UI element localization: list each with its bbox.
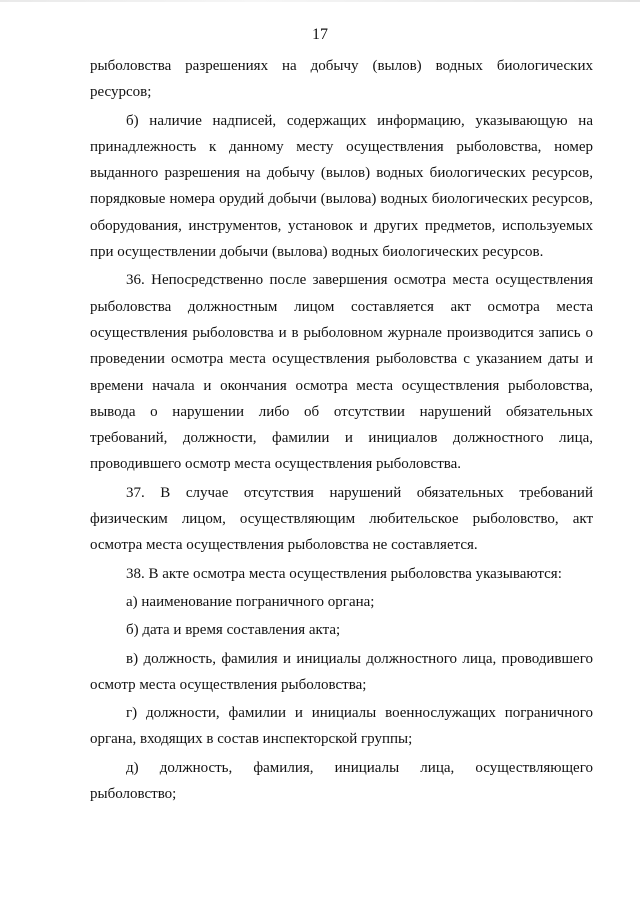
list-item-d: д) должность, фамилия, инициалы лица, осуществляющего рыболовство;: [90, 759, 593, 803]
page-number: 17: [312, 26, 328, 43]
paragraph-item-b: б) наличие надписей, содержащих информацию, указывающую на принадлежность к данному месту осуществления рыболовства, номер выданного разрешения на добычу (вылов) водных биологических ресурсов, порядковые номера орудий добычи (вылова) водных биологических ресурсов, оборудования, инструментов, установок и других предметов, используемых при осуществлении добычи (вылова) водных биологических ресурсов.: [90, 112, 593, 261]
list-item-b: б) дата и время составления акта;: [126, 622, 341, 639]
list-item-v: в) должность, фамилия и инициалы должностного лица, проводившего осмотр места осуществления рыболовства;: [90, 650, 593, 693]
list-item-g: г) должности, фамилии и инициалы военнослужащих пограничного органа, входящих в состав инспекторской группы;: [90, 705, 593, 748]
paragraph-37: 37. В случае отсутствия нарушений обязательных требований физическим лицом, осуществляющим любительское рыболовство, акт осмотра места осуществления рыболовства не составляется.: [90, 484, 593, 554]
paragraph-continuation: рыболовства разрешениях на добычу (вылов) водных биологических ресурсов;: [90, 58, 593, 101]
list-item-a: а) наименование пограничного органа;: [126, 593, 375, 610]
page-top-edge: [0, 0, 640, 2]
paragraph-36: 36. Непосредственно после завершения осмотра места осуществления рыболовства должностным лицом составляется акт осмотра места осуществления рыболовства и в рыболовном журнале производится запись о проведении осмотра места осуществления рыболовства с указанием даты и времени начала и окончания осмотра места осуществления рыболовства, вывода о нарушении либо об отсутствии нарушений обязательных требований, должности, фамилии и инициалов должностного лица, проводившего осмотр места осуществления рыболовства.: [90, 272, 593, 473]
document-body: [90, 53, 593, 807]
paragraph-38: 38. В акте осмотра места осуществления рыболовства указываются:: [126, 565, 562, 582]
